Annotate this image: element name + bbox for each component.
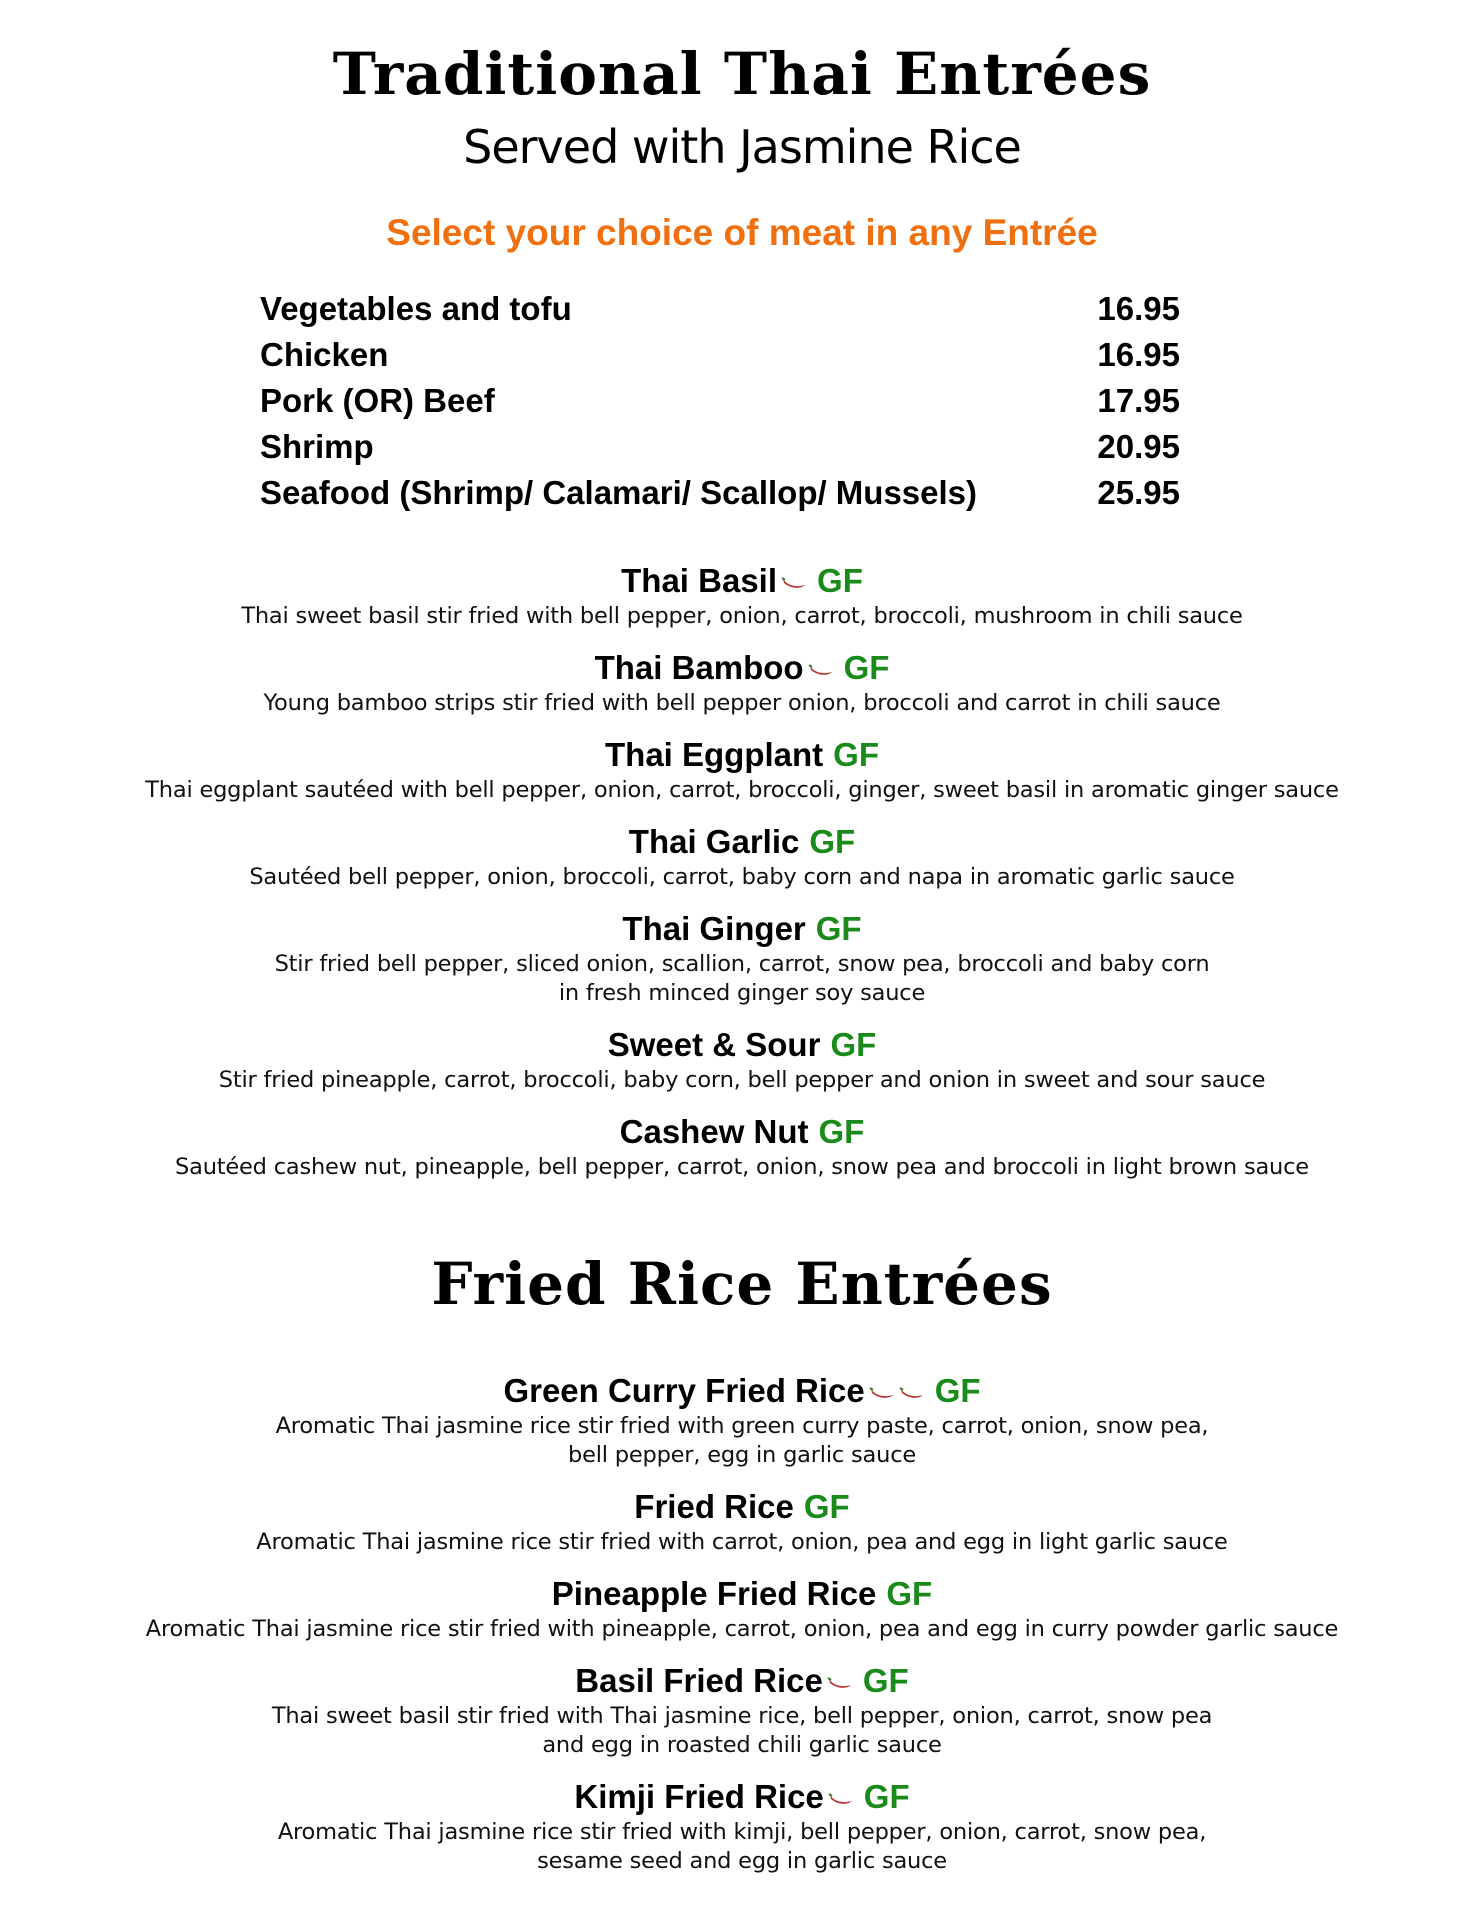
menu-item — [0, 908, 1484, 1008]
menu-item-title — [0, 1776, 1484, 1818]
gluten-free-badge: GF — [815, 910, 862, 947]
menu-item — [0, 560, 1484, 631]
menu-item — [0, 1024, 1484, 1095]
menu-item-title — [0, 1111, 1484, 1153]
menu-item-name: Sweet & Sour — [607, 1026, 821, 1063]
meat-price: 20.95 — [1097, 428, 1180, 465]
meat-price-row — [260, 286, 1180, 332]
gluten-free-badge: GF — [830, 1026, 877, 1063]
menu-item-title — [0, 908, 1484, 950]
menu-item-name: Fried Rice — [634, 1488, 794, 1525]
menu-item-description: Stir fried bell pepper, sliced onion, scallion, carrot, snow pea, broccoli and baby corn — [274, 951, 1210, 977]
gluten-free-badge: GF — [886, 1575, 933, 1612]
menu-item-title — [0, 734, 1484, 776]
meat-price-row — [260, 424, 1180, 470]
meat-price-row — [260, 332, 1180, 378]
gluten-free-badge: GF — [833, 736, 879, 773]
fried-rice-title: Fried Rice Entrées — [431, 1250, 1053, 1318]
menu-item — [0, 1660, 1484, 1760]
menu-item-name: Thai Bamboo — [594, 649, 804, 686]
menu-item-title — [0, 1660, 1484, 1702]
chili-pepper-icon — [899, 1386, 925, 1400]
menu-item-name: Cashew Nut — [619, 1113, 809, 1150]
page-title: Traditional Thai Entrées — [332, 40, 1152, 108]
menu-item-name: Basil Fried Rice — [575, 1662, 823, 1699]
menu-item-title — [0, 1486, 1484, 1528]
menu-item — [0, 1370, 1484, 1470]
fried-rice-section — [0, 1370, 1484, 1876]
meat-price: 17.95 — [1097, 382, 1180, 419]
chili-pepper-icon — [808, 663, 834, 677]
meat-name: Seafood (Shrimp/ Calamari/ Scallop/ Mussels) — [260, 474, 978, 511]
menu-item-description-line2: and egg in roasted chili garlic sauce — [542, 1732, 942, 1758]
menu-item-title — [0, 560, 1484, 602]
menu-item-name: Thai Garlic — [628, 823, 800, 860]
menu-item-description: Stir fried pineapple, carrot, broccoli, baby corn, bell pepper and onion in sweet and sour sauce — [218, 1067, 1266, 1093]
meat-price-row — [260, 470, 1180, 516]
meat-price-row — [260, 378, 1180, 424]
meat-name: Chicken — [260, 336, 389, 373]
menu-item-title — [0, 1370, 1484, 1412]
menu-item-description: Thai sweet basil stir fried with Thai jasmine rice, bell pepper, onion, carrot, snow pea — [271, 1703, 1213, 1729]
menu-item — [0, 1776, 1484, 1876]
page-subtitle: Served with Jasmine Rice — [463, 120, 1021, 174]
menu-item-description: Aromatic Thai jasmine rice stir fried with kimji, bell pepper, onion, carrot, snow pea, — [277, 1819, 1207, 1845]
menu-item-name: Green Curry Fried Rice — [503, 1372, 865, 1409]
menu-item — [0, 1573, 1484, 1644]
menu-item — [0, 734, 1484, 805]
chili-pepper-icon — [869, 1386, 895, 1400]
menu-item — [0, 1111, 1484, 1182]
menu-item-name: Kimji Fried Rice — [574, 1778, 824, 1815]
meat-price-list — [260, 286, 1180, 516]
gluten-free-badge: GF — [803, 1488, 850, 1525]
thai-entrees-section — [0, 560, 1484, 1182]
meat-name: Vegetables and tofu — [260, 290, 572, 327]
gluten-free-badge: GF — [863, 1778, 910, 1815]
menu-item-description: Thai sweet basil stir fried with bell pepper, onion, carrot, broccoli, mushroom in chili sauce — [241, 603, 1243, 629]
menu-item-title — [0, 1024, 1484, 1066]
meat-choice-heading: Select your choice of meat in any Entrée — [386, 212, 1098, 253]
gluten-free-badge: GF — [817, 562, 863, 599]
menu-item-name: Thai Ginger — [622, 910, 806, 947]
menu-item-name: Pineapple Fried Rice — [551, 1575, 877, 1612]
menu-item-name: Thai Eggplant — [605, 736, 824, 773]
menu-item-description-line2: sesame seed and egg in garlic sauce — [537, 1848, 947, 1874]
menu-item — [0, 647, 1484, 718]
chili-pepper-icon — [781, 576, 807, 590]
gluten-free-badge: GF — [818, 1113, 865, 1150]
menu-item-description: Aromatic Thai jasmine rice stir fried with pineapple, carrot, onion, pea and egg in curry powder garlic sauce — [145, 1616, 1339, 1642]
gluten-free-badge: GF — [934, 1372, 981, 1409]
menu-item-description: Young bamboo strips stir fried with bell pepper onion, broccoli and carrot in chili sauce — [263, 690, 1221, 716]
meat-name: Shrimp — [260, 428, 374, 465]
menu-item-title — [0, 1573, 1484, 1615]
meat-price: 16.95 — [1097, 336, 1180, 373]
menu-item-description-line2: in fresh minced ginger soy sauce — [558, 980, 926, 1006]
menu-item-description: Aromatic Thai jasmine rice stir fried with carrot, onion, pea and egg in light garlic sauce — [256, 1529, 1228, 1555]
menu-item-title — [0, 821, 1484, 863]
meat-name: Pork (OR) Beef — [260, 382, 495, 419]
menu-item-title — [0, 647, 1484, 689]
gluten-free-badge: GF — [862, 1662, 909, 1699]
meat-price: 25.95 — [1097, 474, 1180, 511]
menu-item-description: Sautéed bell pepper, onion, broccoli, carrot, baby corn and napa in aromatic garlic sauce — [249, 864, 1235, 890]
gluten-free-badge: GF — [843, 649, 890, 686]
menu-item-description: Thai eggplant sautéed with bell pepper, onion, carrot, broccoli, ginger, sweet basil in aromatic ginger sauce — [145, 777, 1339, 803]
menu-item — [0, 1486, 1484, 1557]
menu-item — [0, 821, 1484, 892]
gluten-free-badge: GF — [809, 823, 856, 860]
menu-item-description-line2: bell pepper, egg in garlic sauce — [567, 1442, 917, 1468]
chili-pepper-icon — [828, 1792, 854, 1806]
chili-pepper-icon — [827, 1676, 853, 1690]
meat-price: 16.95 — [1097, 290, 1180, 327]
menu-item-description: Sautéed cashew nut, pineapple, bell pepper, carrot, onion, snow pea and broccoli in light brown sauce — [175, 1154, 1309, 1180]
menu-item-name: Thai Basil — [621, 562, 778, 599]
menu-item-description: Aromatic Thai jasmine rice stir fried with green curry paste, carrot, onion, snow pea, — [275, 1413, 1209, 1439]
